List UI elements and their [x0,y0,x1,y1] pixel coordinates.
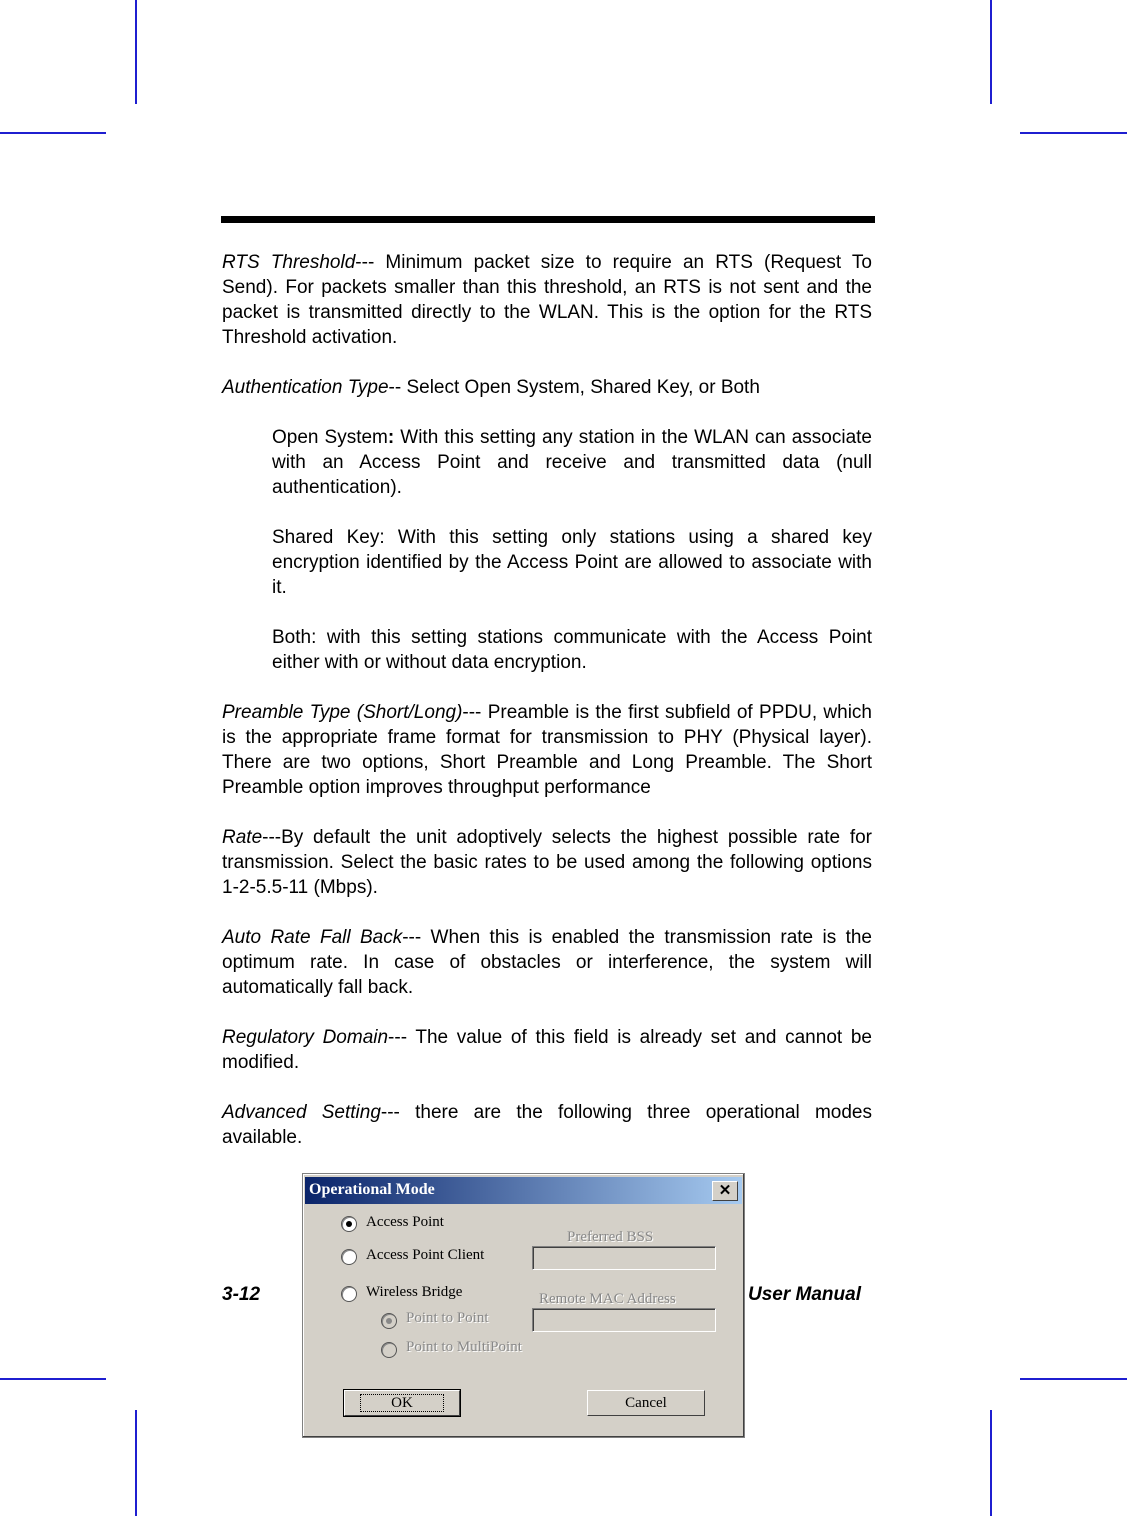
preferred-bss-label: Preferred BSS [567,1229,654,1245]
crop-mark [1020,132,1127,134]
paragraph-rate [222,825,872,900]
paragraph-text: --- The value of this field is already set and cannot be modified. [222,1027,872,1073]
term: Advanced Setting [222,1102,381,1123]
header-rule [221,216,875,223]
paragraph-text: Both: with this setting stations communicate with the Access Point either with or without data encryption. [272,627,872,673]
paragraph-shared-key [272,525,872,600]
paragraph-text: ---By default the unit adoptively selects the highest possible rate for transmission. Select the basic rates to be used among the following options 1-2-5.5-11 (Mbps). [222,827,872,898]
wireless-bridge-label[interactable]: Wireless Bridge [366,1284,463,1300]
crop-mark [990,0,992,104]
page-number: 3-12 [222,1284,261,1305]
crop-mark [990,1410,992,1516]
radio-selected-dot [386,1318,392,1324]
radio-access-point-client[interactable] [341,1249,357,1265]
lead: Open System [272,427,388,448]
radio-point-to-point[interactable] [381,1313,397,1329]
radio-wireless-bridge[interactable] [341,1286,357,1302]
access-point-label[interactable]: Access Point [366,1214,444,1230]
separator: : [387,427,395,448]
paragraph-text: --- When this is enabled the transmission rate is the optimum rate. In case of obstacles or interference, the system will automatically fall back. [222,927,872,998]
operational-mode-dialog [302,1173,745,1438]
preferred-bss-input[interactable] [532,1246,716,1270]
remote-mac-address-input[interactable] [532,1308,716,1332]
paragraph-text: --- Minimum packet size to require an RTS (Request To Send). For packets smaller than this threshold, an RTS is not sent and the packet is transmitted directly to the WLAN. This is the option for the RTS Threshold activation. [222,252,872,348]
paragraph-text: Shared Key: With this setting only stations using a shared key encryption identified by the Access Point are allowed to associate with it. [272,527,872,598]
point-to-multipoint-label[interactable]: Point to MultiPoint [406,1339,522,1355]
term: Rate [222,827,263,848]
term: Regulatory Domain [222,1027,389,1048]
paragraph-rts-threshold [222,250,872,350]
dialog-title: Operational Mode [309,1181,435,1198]
paragraph-text: With this setting any station in the WLAN can associate with an Access Point and receive and transmitted data (null authentication). [272,427,872,498]
crop-mark [1020,1378,1127,1380]
paragraph-advanced-setting [222,1100,872,1150]
term: Authentication Type [222,377,389,398]
term: Preamble Type (Short/Long) [222,702,463,723]
radio-selected-dot [346,1221,352,1227]
page-body [222,250,872,1175]
paragraph-text: --- Preamble is the first subfield of PPDU, which is the appropriate frame format for transmission to PHY (Physical layer). There are two options, Short Preamble and Long Preamble. The Short Preamble option improves throughput performance [222,702,872,798]
paragraph-text: -- Select Open System, Shared Key, or Both [388,377,760,398]
radio-access-point[interactable] [341,1216,357,1232]
footer-title: User Manual [748,1284,861,1305]
access-point-client-label[interactable]: Access Point Client [366,1247,485,1263]
close-icon[interactable]: ✕ [712,1181,738,1201]
ok-button-label: OK [360,1394,444,1412]
term: Auto Rate Fall Back [222,927,403,948]
paragraph-both [272,625,872,675]
paragraph-regulatory-domain [222,1025,872,1075]
paragraph-preamble-type [222,700,872,800]
remote-mac-address-label: Remote MAC Address [539,1291,676,1307]
crop-mark [135,0,137,104]
paragraph-authentication-type [222,375,872,400]
ok-button[interactable] [344,1390,460,1416]
crop-mark [0,132,106,134]
cancel-button[interactable]: Cancel [587,1390,705,1416]
crop-mark [135,1410,137,1516]
term: RTS Threshold [222,252,356,273]
point-to-point-label[interactable]: Point to Point [406,1310,489,1326]
paragraph-open-system [272,425,872,500]
dialog-titlebar [305,1177,742,1204]
paragraph-text: --- there are the following three operational modes available. [222,1102,872,1148]
radio-point-to-multipoint[interactable] [381,1342,397,1358]
crop-mark [0,1378,106,1380]
paragraph-auto-rate-fall-back [222,925,872,1000]
